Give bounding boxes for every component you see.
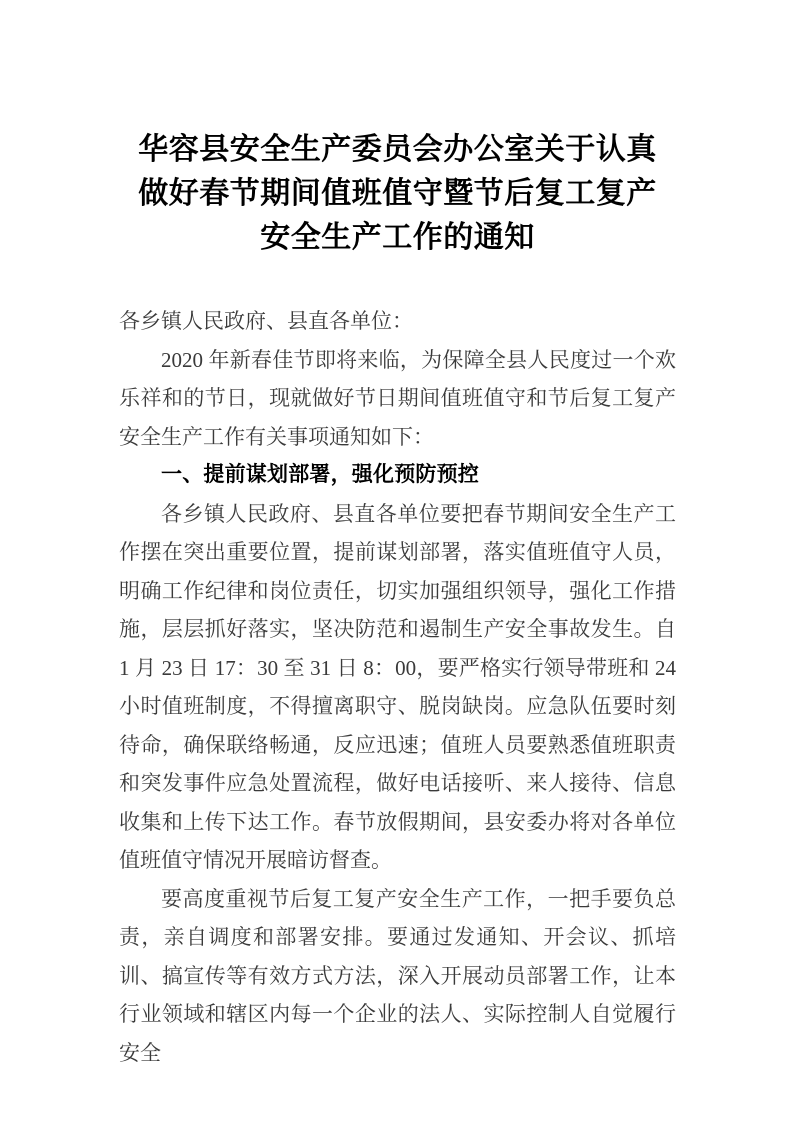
- section-1-paragraph-1: 各乡镇人民政府、县直各单位要把春节期间安全生产工作摆在突出重要位置，提前谋划部署，落实值班值守人员，明确工作纪律和岗位责任，切实加强组织领导，强化工作措施，层层抓好落实，坚决防范和遏制生产安全事故发生。自 1 月 23 日 17：30 至 31 日 8：00，要严格实行领导带班和 24 小时值班制度，不得擅离职守、脱岗缺岗。应急队伍要时刻待命，确保联络畅通，反应迅速；值班人员要熟悉值班职责和突发事件应急处置流程，做好电话接听、来人接待、信息收集和上传下达工作。春节放假期间，县安委办将对各单位值班值守情况开展暗访督查。: [119, 501, 682, 872]
- section-1-paragraph-2: 要高度重视节后复工复产安全生产工作，一把手要负总责，亲自调度和部署安排。要通过发通知、开会议、抓培训、搞宣传等有效方式方法，深入开展动员部署工作，让本行业领域和辖区内每一个企业的法人、实际控制人自觉履行安全: [119, 886, 676, 1065]
- page-title: 华容县安全生产委员会办公室关于认真做好春节期间值班值守暨节后复工复产安全生产工作的通知: [138, 133, 657, 254]
- section-heading-1: 一、提前谋划部署，强化预防预控: [161, 463, 479, 486]
- document-body: [119, 302, 682, 1072]
- preamble-paragraph: 2020 年新春佳节即将来临，为保障全县人民度过一个欢乐祥和的节日，现就做好节日期间值班值守和节后复工复产安全生产工作有关事项通知如下：: [119, 347, 676, 449]
- addressee-line: 各乡镇人民政府、县直各单位：: [119, 309, 413, 333]
